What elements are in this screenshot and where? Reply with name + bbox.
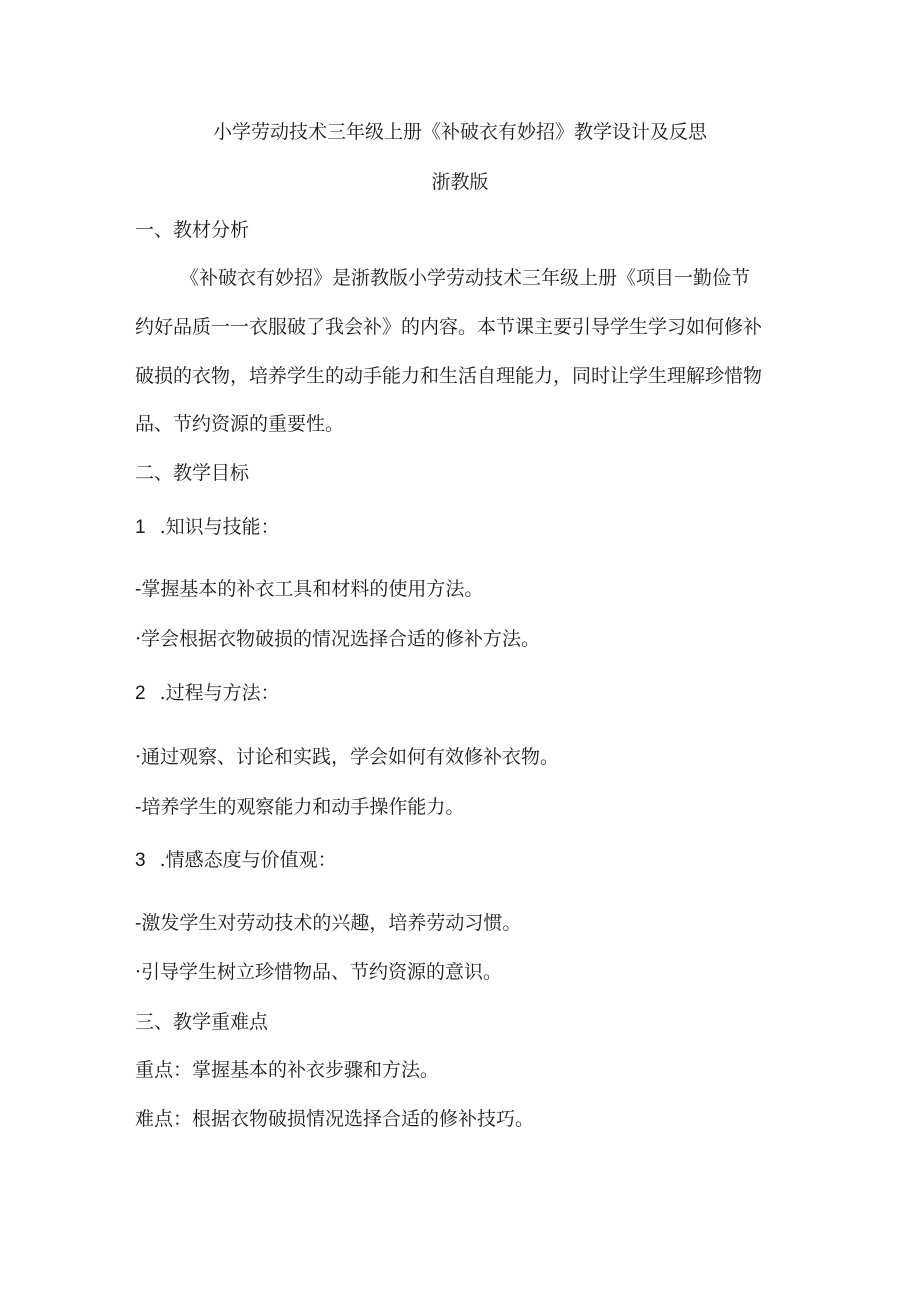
paragraph-line: 破损的衣物，培养学生的动手能力和生活自理能力，同时让学生理解珍惜物 <box>135 365 763 387</box>
goal-label: .情感态度与价值观： <box>159 849 337 871</box>
difficult-point: 难点：根据衣物破损情况选择合适的修补技巧。 <box>135 1108 535 1130</box>
goal-item: -培养学生的观察能力和动手操作能力。 <box>135 796 465 818</box>
section-heading-3: 三、教学重难点 <box>135 1011 269 1033</box>
document-title: 小学劳动技术三年级上册《补破衣有妙招》教学设计及反思 <box>212 121 707 143</box>
goal-number: 2 <box>135 683 146 704</box>
paragraph-line: 约好品质一一衣服破了我会补》的内容。本节课主要引导学生学习如何修补 <box>135 316 763 338</box>
goal-heading-3 <box>135 848 337 873</box>
goal-heading-2 <box>135 681 280 706</box>
goal-item: -激发学生对劳动技术的兴趣，培养劳动习惯。 <box>135 912 522 934</box>
section-heading-2: 二、教学目标 <box>135 462 250 484</box>
section-heading-1: 一、教材分析 <box>135 219 250 241</box>
paragraph-line: 品、节约资源的重要性。 <box>135 413 345 435</box>
goal-heading-1 <box>135 515 280 540</box>
key-point: 重点：掌握基本的补衣步骤和方法。 <box>135 1059 440 1081</box>
goal-item: ·通过观察、讨论和实践，学会如何有效修补衣物。 <box>135 746 560 768</box>
document-subtitle: 浙教版 <box>431 171 489 193</box>
goal-item: -掌握基本的补衣工具和材料的使用方法。 <box>135 578 484 600</box>
goal-label: .过程与方法： <box>159 682 280 704</box>
goal-number: 1 <box>135 517 146 538</box>
goal-item: ·引导学生树立珍惜物品、节约资源的意识。 <box>135 961 503 983</box>
goal-number: 3 <box>135 850 146 871</box>
goal-label: .知识与技能： <box>159 516 280 538</box>
goal-item: ·学会根据衣物破损的情况选择合适的修补方法。 <box>135 628 541 650</box>
paragraph-line: 《补破衣有妙招》是浙教版小学劳动技术三年级上册《项目一勤俭节 <box>180 267 751 289</box>
